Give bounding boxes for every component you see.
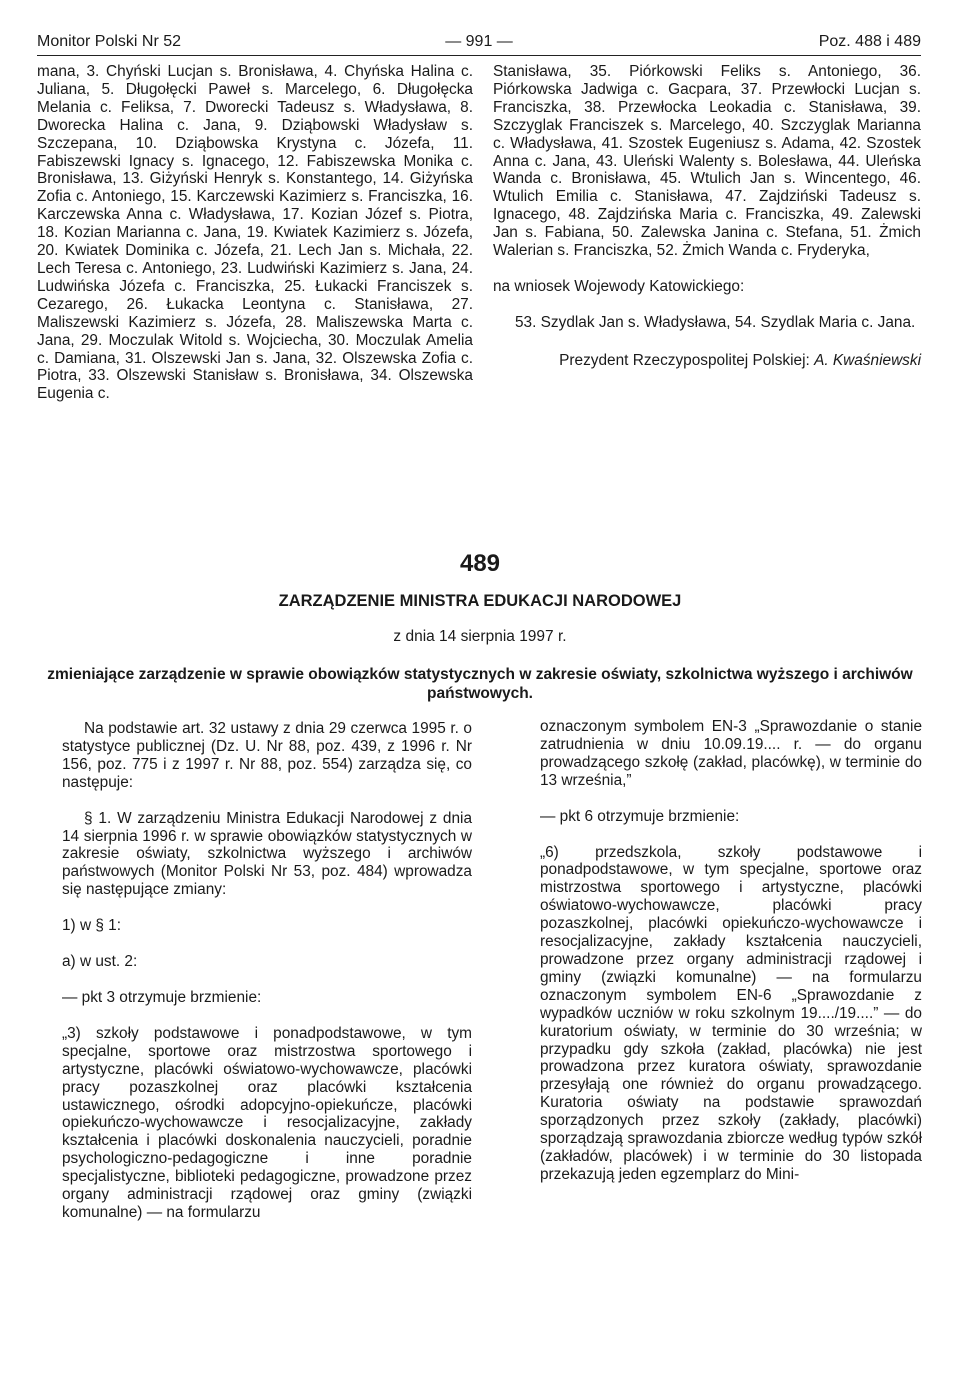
continued-text: oznaczonym symbolem EN-3 „Sprawozdanie o stanie zatrudnienia w dniu 10.09.19.... r. — do organu prowadzącego szkołę (zakład, placówkę), w terminie do 13 września,” (540, 718, 922, 789)
paragraph-1: § 1. W zarządzeniu Ministra Edukacji Narodowej z dnia 14 sierpnia 1996 r. w sprawie obowiązków statystycznych w zakresie oświaty, szkolnictwa wyższego i archiwów państwowych (Monitor Polski Nr 53, poz. 484) wprowadza się następujące zmiany: (62, 809, 472, 899)
page-header (37, 33, 921, 56)
amendment-item-1: 1) w § 1: (62, 917, 122, 935)
signature-line (493, 352, 921, 370)
act-subject: zmieniające zarządzenie w sprawie obowiązków statystycznych w zakresie oświaty, szkolnictwa wyższego i archiwów państwowych. (47, 666, 913, 702)
top-right-column (493, 63, 921, 370)
body-left-column (62, 720, 472, 1222)
page-number: — 991 — (445, 33, 513, 50)
position-range: Poz. 488 i 489 (818, 33, 921, 50)
act-number: 489 (459, 550, 501, 577)
name-list-right: Stanisława, 35. Piórkowski Feliks s. Antoniego, 36. Piórkowska Jadwiga c. Gacpara, 37. Przewłocki Lucjan s. Franciszka, 38. Przewłocka Leokadia c. Stanisława, 39. Szczyglak Franciszek s. Marcelego, 40. Szczyglak Marianna c. Władysława, 41. Szostek Eugeniusz s. Adama, 42. Szostek Anna c. Jana, 43. Uleński Walenty s. Bolesława, 44. Uleńska Wanda c. Bronisława, 45. Wtulich Jan s. Wincentego, 46. Wtulich Emilia c. Stanisława, 47. Zajdziński Tadeusz s. Ignacego, 48. Zajdzińska Maria c. Franciszka, 49. Zalewski Jan s. Fabiana, 50. Zalewska Janina c. Stefana, 51. Żmich Walerian s. Franciszka, 52. Żmich Wanda c. Fryderyka, (493, 63, 921, 260)
motion-line: na wniosek Wojewody Katowickiego: (493, 277, 745, 295)
pkt6-intro: — pkt 6 otrzymuje brzmienie: (540, 807, 740, 825)
signature-prefix: Prezydent Rzeczypospolitej Polskiej: (559, 351, 815, 369)
act-date: z dnia 14 sierpnia 1997 r. (393, 628, 567, 645)
top-left-column (37, 63, 473, 403)
act-title: ZARZĄDZENIE MINISTRA EDUKACJI NARODOWEJ (278, 592, 682, 610)
pkt6-text: „6) przedszkola, szkoły podstawowe i ponadpodstawowe, w tym specjalne, sportowe oraz mistrzostwa sportowego i artystyczne, placówki oświatowo-wychowawcze, placówki pracy pozaszkolnej, placówki opiekuńczo-wychowawcze i resocjalizacyjne, zakłady kształcenia nauczycieli, prowadzone przez organy administracji rządowej i gminy (związki komunalne) — na formularzu oznaczonym symbolem EN-6 „Sprawozdanie z wypadków uczniów w roku szkolnym 19..../19....” — do kuratorium oświaty, w terminie do 30 września; w przypadku gdy szkoła (zakład, placówka) nie jest prowadzona przez kuratora oświaty, sprawozdanie przesyłają one również do organu prowadzącego. Kuratoria oświaty na podstawie sprawozdań sporządzonych przez szkoły (zakłady, placówki) sporządzają sprawozdania zbiorcze według typów szkół (zakładów, placówek) i w terminie do 30 listopada przekazują jeden egzemplarz do Mini- (540, 843, 922, 1183)
journal-name: Monitor Polski Nr 52 (37, 33, 182, 50)
name-list-tail: 53. Szydlak Jan s. Władysława, 54. Szydlak Maria c. Jana. (515, 313, 916, 331)
body-right-column (540, 718, 922, 1184)
pkt3-text: „3) szkoły podstawowe i ponadpodstawowe, w tym specjalne, sportowe oraz mistrzostwa sportowego i artystyczne, placówki oświatowo-wychowawcze, placówki pracy pozaszkolnej oraz placówki kształcenia ustawicznego, ośrodki adopcyjno-opiekuńcze, placówki opiekuńczo-wychowawcze i resocjalizacyjne, zakłady kształcenia i placówki doskonalenia nauczycieli, poradnie psychologiczno-pedagogiczne i inne poradnie specjalistyczne, biblioteki pedagogiczne, prowadzone przez organy administracji rządowej oraz gminy (związki komunalne) — na formularzu (62, 1024, 472, 1221)
preamble: Na podstawie art. 32 ustawy z dnia 29 czerwca 1995 r. o statystyce publicznej (Dz. U. Nr 88, poz. 439, z 1996 r. Nr 156, poz. 775 i z 1997 r. Nr 88, poz. 554) zarządza się, co następuje: (62, 720, 472, 791)
pkt3-intro: — pkt 3 otrzymuje brzmienie: (62, 988, 262, 1006)
name-list-left: mana, 3. Chyński Lucjan s. Bronisława, 4. Chyńska Halina c. Juliana, 5. Długołęcki Paweł s. Marcelego, 6. Długołęcka Melania c. Feliksa, 7. Dworecki Tadeusz s. Władysława, 8. Dworecka Halina c. Jana, 9. Dziąbowski Władysław s. Szczepana, 10. Dziąbowska Krystyna c. Józefa, 11. Fabiszewski Ignacy s. Ignacego, 12. Fabiszewska Monika c. Bronisława, 13. Giżyński Henryk s. Konstantego, 14. Giżyńska Zofia c. Antoniego, 15. Karczewski Kazimierz s. Franciszka, 16. Karczewska Anna c. Władysława, 17. Kozian Józef s. Piotra, 18. Kozian Marianna c. Jana, 19. Kwiatek Kazimierz s. Józefa, 20. Kwiatek Dominika c. Józefa, 21. Lech Jan s. Michała, 22. Lech Teresa c. Antoniego, 23. Ludwiński Kazimierz s. Jana, 24. Ludwińska Józefa c. Franciszka, 25. Łukacki Franciszek s. Cezarego, 26. Łukacka Leontyna c. Stanisława, 27. Maliszewski Kazimierz s. Józefa, 28. Maliszewska Marta c. Jana, 29. Moczulak Witold s. Wojciecha, 30. Moczulak Amelia c. Damiana, 31. Olszewski Jan s. Jana, 32. Olszewska Zofia c. Piotra, 33. Olszewski Stanisław s. Bronisława, 34. Olszewska Eugenia c. (37, 63, 473, 403)
amendment-item-a: a) w ust. 2: (62, 953, 138, 971)
signature-name: A. Kwaśniewski (814, 351, 921, 369)
